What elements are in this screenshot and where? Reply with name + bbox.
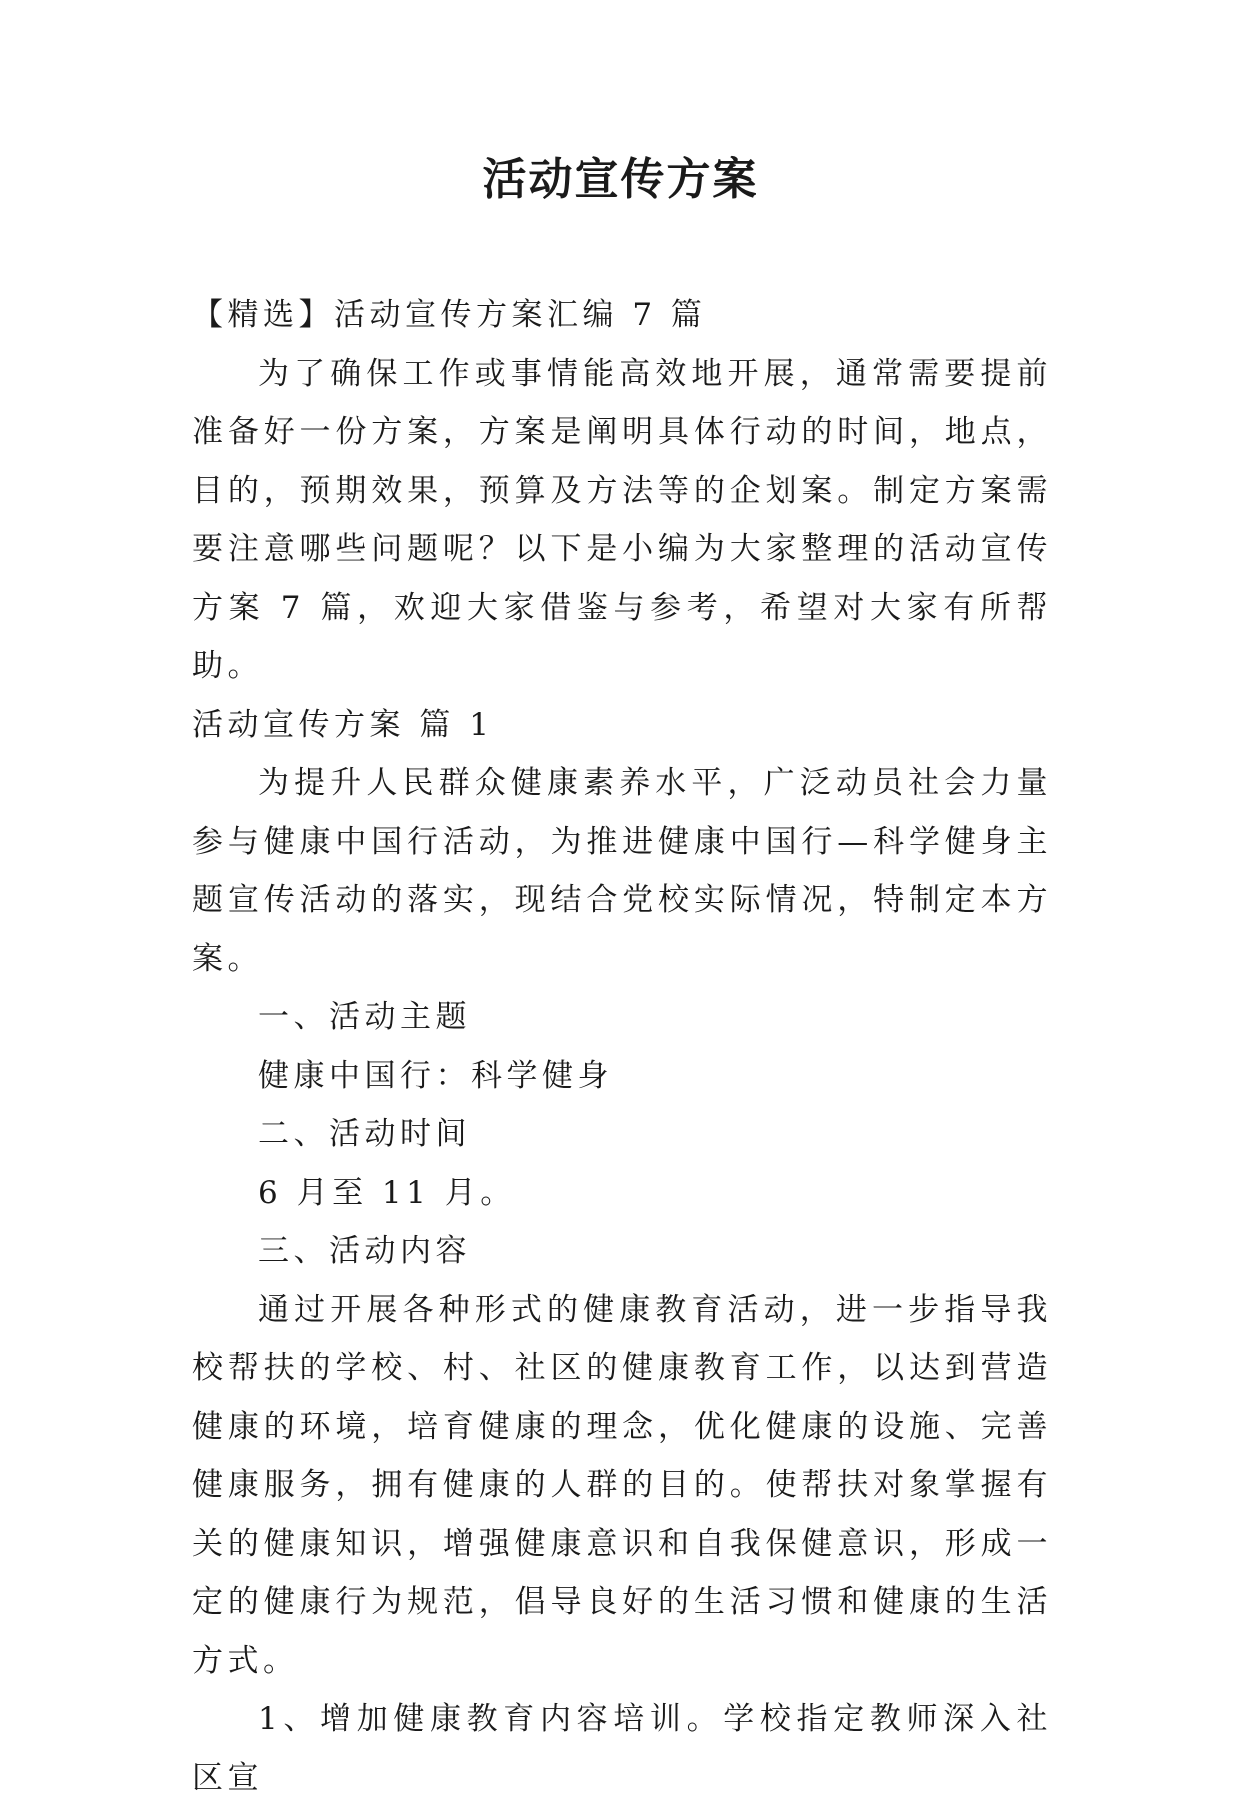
section-intro-paragraph: 为提升人民群众健康素养水平，广泛动员社会力量参与健康中国行活动，为推进健康中国行—科学健身主题宣传活动的落实，现结合党校实际情况，特制定本方案。 <box>192 765 1052 977</box>
heading-theme: 一、活动主题 <box>258 999 471 1035</box>
document-body <box>192 286 1052 1807</box>
time-text: 6 月至 11 月。 <box>258 1174 516 1211</box>
list-item-1: 1、增加健康教育内容培训。学校指定教师深入社区宣 <box>192 1701 1052 1796</box>
subtitle-line: 【精选】活动宣传方案汇编 7 篇 <box>192 297 707 333</box>
heading-time: 二、活动时间 <box>258 1116 471 1152</box>
heading-content: 三、活动内容 <box>258 1233 471 1269</box>
theme-text: 健康中国行：科学健身 <box>258 1057 613 1094</box>
intro-paragraph: 为了确保工作或事情能高效地开展，通常需要提前准备好一份方案，方案是阐明具体行动的时间，地点，目的，预期效果，预算及方法等的企划案。制定方案需要注意哪些问题呢？以下是小编为大家整理的活动宣传方案 7 篇，欢迎大家借鉴与参考，希望对大家有所帮助。 <box>192 355 1052 684</box>
content-paragraph: 通过开展各种形式的健康教育活动，进一步指导我校帮扶的学校、村、社区的健康教育工作，以达到营造健康的环境，培育健康的理念，优化健康的设施、完善健康服务，拥有健康的人群的目的。使帮扶对象掌握有关的健康知识，增强健康意识和自我保健意识，形成一定的健康行为规范，倡导良好的生活习惯和健康的生活方式。 <box>192 1291 1052 1679</box>
document-title: 活动宣传方案 <box>482 154 759 205</box>
section-heading: 活动宣传方案 篇 1 <box>192 706 494 743</box>
